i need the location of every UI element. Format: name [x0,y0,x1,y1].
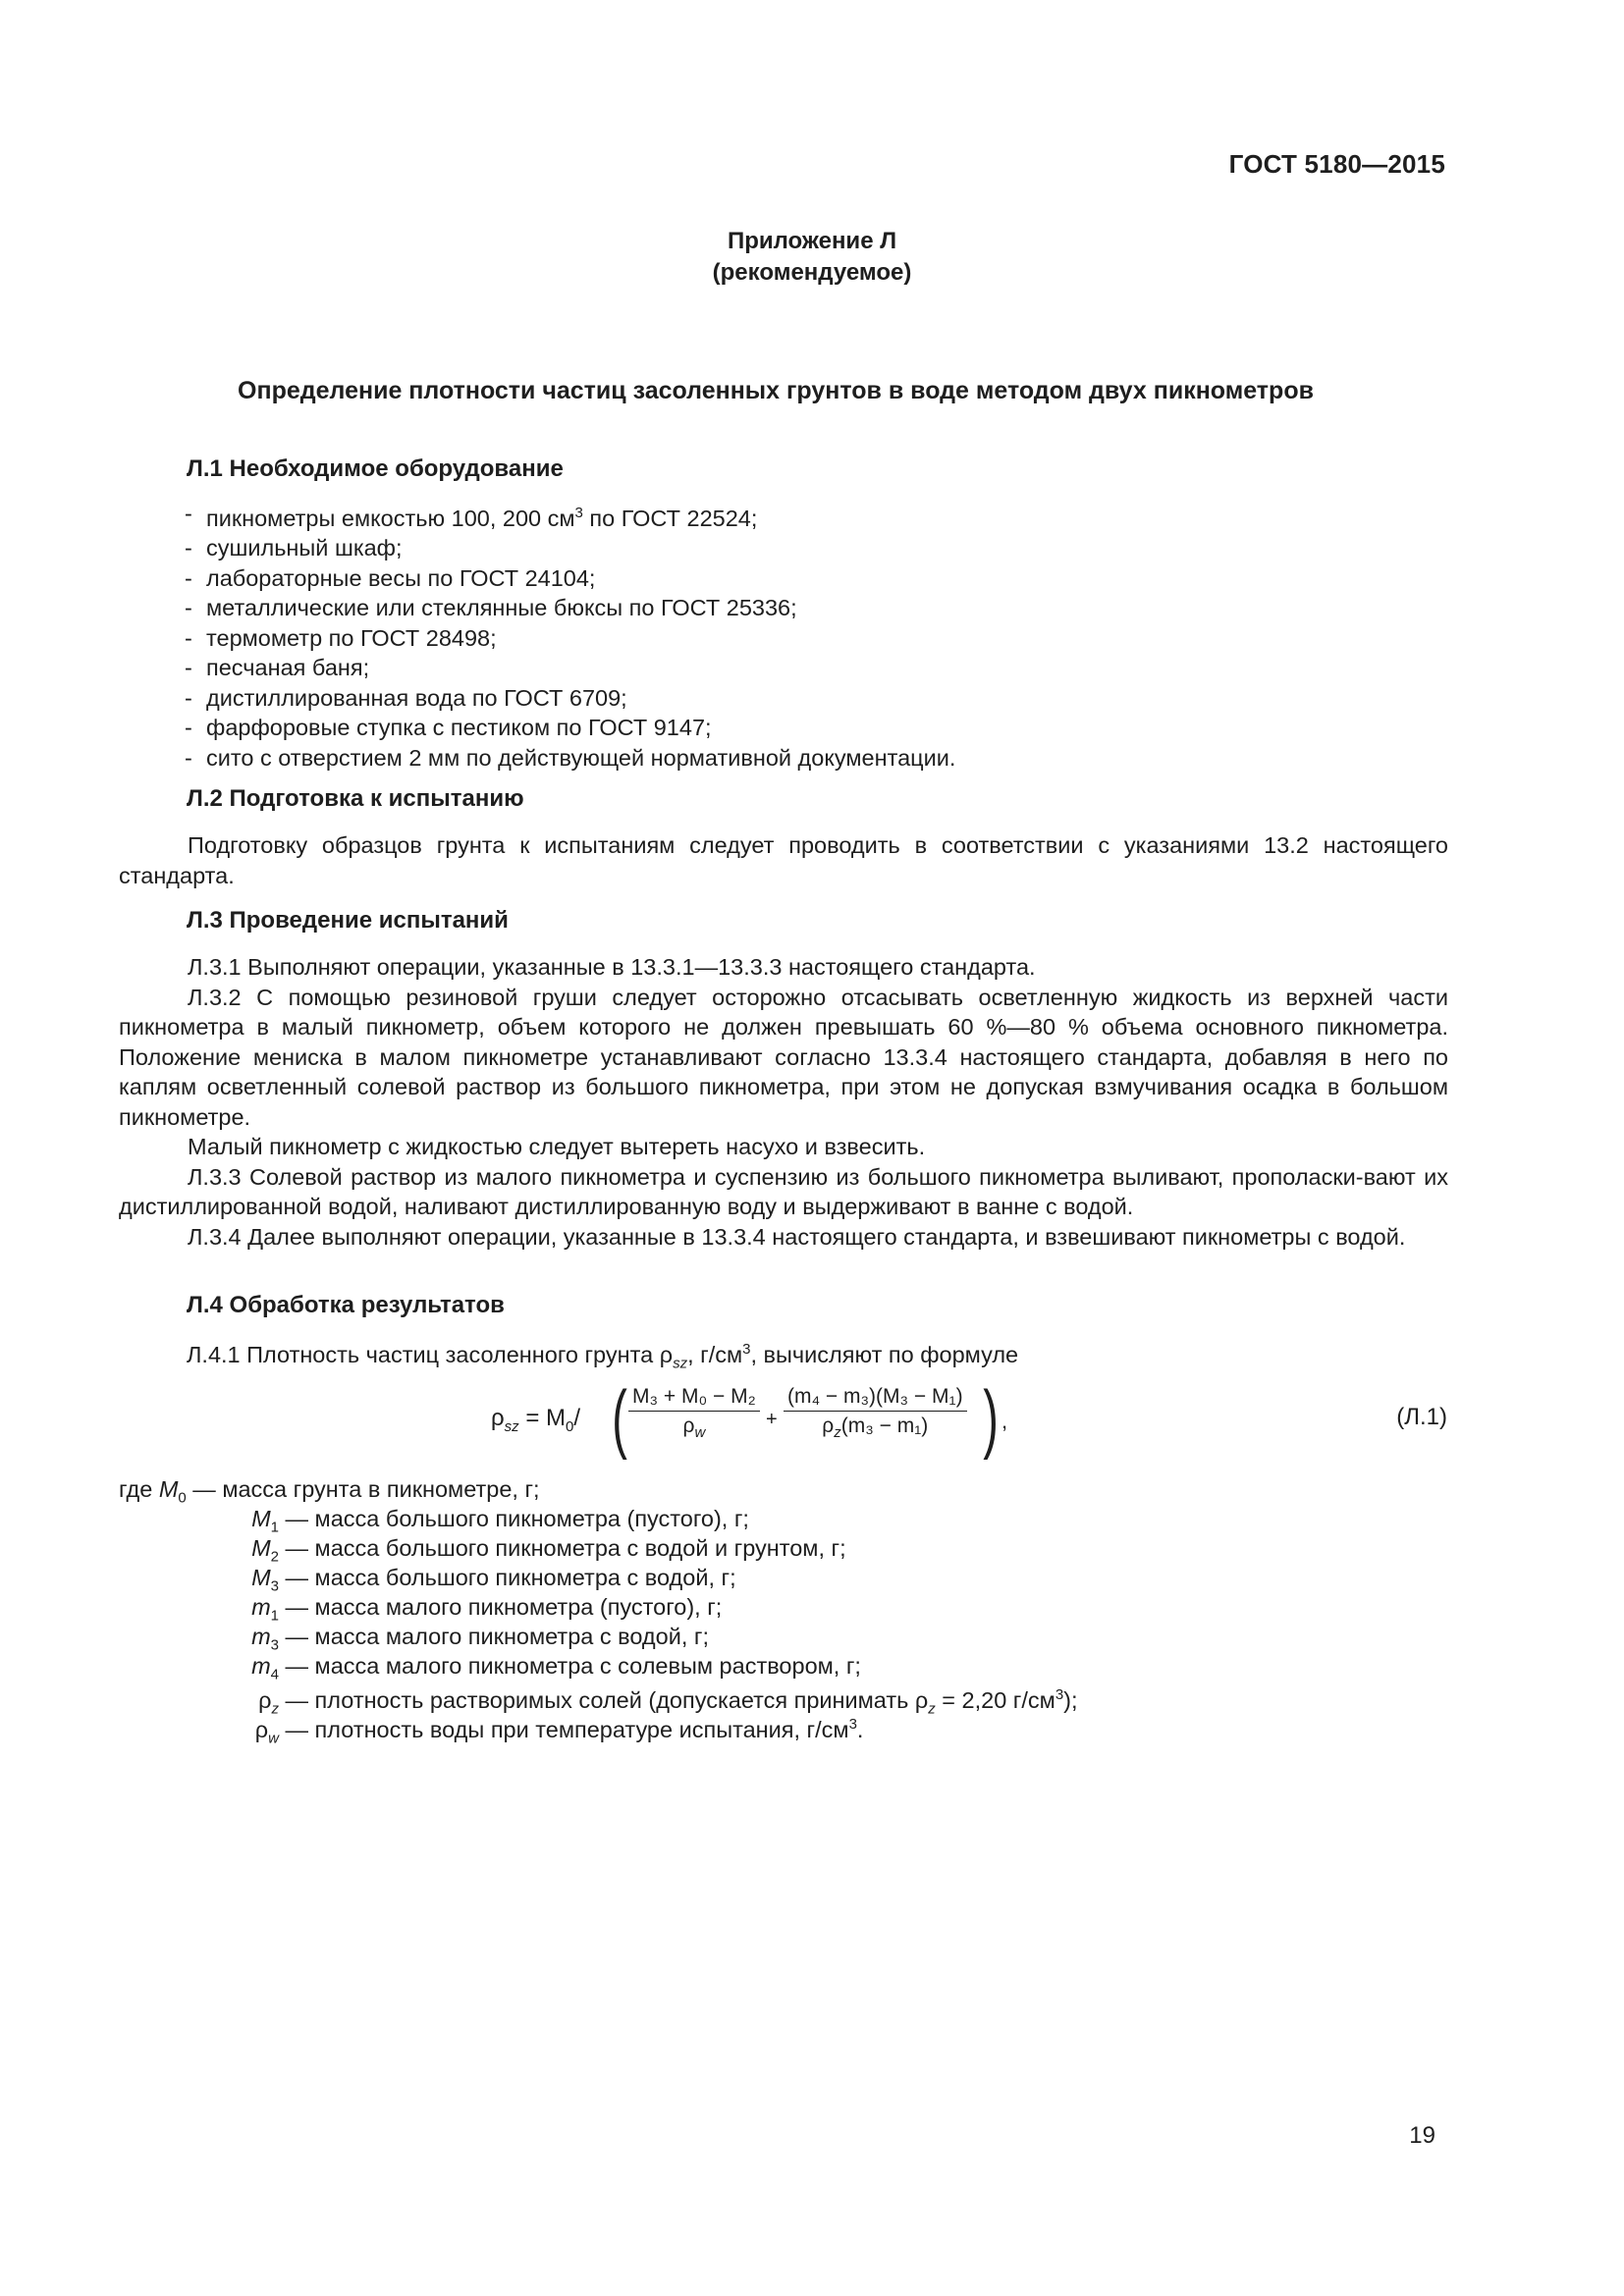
fraction-2-denominator [784,1412,967,1441]
section-1-heading: Л.1 Необходимое оборудование [187,455,564,482]
formula-rho-sub: sz [504,1417,519,1435]
formula-rho: ρ [491,1405,505,1431]
var-symbol: M [251,1535,271,1561]
paragraph-l31: Л.3.1 Выполняют операции, указанные в 13.3.1—13.3.3 настоящего стандарта. [188,954,1036,980]
section-2-heading: Л.2 Подготовка к испытанию [187,785,524,812]
var-symbol: M [251,1565,271,1590]
list-item: - дистиллированная вода по ГОСТ 6709; [185,683,955,714]
var-sub: 4 [270,1666,279,1683]
var-symbol: m [251,1624,271,1649]
formula-lhs [491,1405,580,1435]
var-desc-end: . [856,1716,864,1742]
appendix-heading [0,226,1624,289]
fraction-2-numerator: (m₄ − m₃)(M₃ − M₁) [784,1385,967,1412]
var-desc-sup: 3 [1055,1686,1064,1703]
paragraph-l32-cont: Малый пикнометр с жидкостью следует вытереть насухо и взвесить. [188,1134,926,1159]
frac1-rho-sub: w [694,1424,706,1442]
var-symbol: m [251,1594,271,1620]
var-desc-sup: 3 [848,1716,857,1733]
var-desc: — плотность растворимых солей (допускается принимать ρ [285,1686,929,1713]
plus-sign: + [766,1409,778,1430]
variable-row [119,1474,1078,1507]
appendix-status: (рекомендуемое) [712,259,912,286]
var-sub: w [268,1730,279,1747]
var-sub: 0 [178,1489,187,1507]
variable-row [119,1651,1078,1681]
list-item: - металлические или стеклянные бюксы по ГОСТ 25336; [185,593,955,623]
l41-tail: , вычисляют по формуле [750,1341,1019,1367]
var-desc: — масса малого пикнометра с солевым раствором, г; [285,1653,861,1679]
formula-number: (Л.1) [1396,1404,1447,1430]
variables-list [119,1474,1078,1747]
list-item: - фарфоровые ступка с пестиком по ГОСТ 9147; [185,713,955,743]
section-4-heading: Л.4 Обработка результатов [187,1292,505,1318]
formula-eq: = M [518,1405,566,1431]
dash-marker: - [185,564,192,591]
frac2-rho-sub: z [834,1424,841,1442]
unit-superscript: 3 [742,1341,751,1358]
var-desc-tail: = 2,20 г/см [935,1686,1056,1713]
section-2-paragraph: Подготовку образцов грунта к испытаниям следует проводить в соответствии с указаниями 13.2 настоящего стандарта. [119,832,1448,888]
formula-m0-sub: 0 [566,1417,574,1435]
var-desc: — масса грунта в пикнометре, г; [192,1476,540,1502]
appendix-label: Приложение Л [727,228,897,254]
var-desc: — масса большого пикнометра (пустого), г; [285,1506,749,1531]
var-desc-end: ); [1063,1686,1078,1713]
var-symbol: M [251,1506,271,1531]
right-paren: ) [983,1374,999,1461]
variable-row [119,1681,1078,1718]
formula-l1 [491,1374,1041,1461]
list-item: - сито с отверстием 2 мм по действующей нормативной документации. [185,743,955,774]
variable-row [119,1563,1078,1595]
variable-row [119,1622,1078,1654]
unit-text: , г/см [687,1341,743,1367]
var-sub: z [271,1700,279,1718]
var-sub: 1 [270,1607,279,1625]
dash-marker: - [185,501,192,526]
fraction-1-numerator: M₃ + M₀ − M₂ [628,1385,760,1412]
standard-code: ГОСТ 5180—2015 [1228,149,1445,179]
fraction-2 [784,1385,967,1441]
section-3-body [119,952,1448,1252]
l41-text: Л.4.1 Плотность частиц засоленного грунта [187,1341,660,1367]
var-sub: 2 [270,1548,279,1566]
var-desc: — масса малого пикнометра (пустого), г; [285,1594,723,1620]
left-paren: ( [612,1374,627,1461]
var-desc: — масса малого пикнометра с водой, г; [285,1624,709,1649]
list-item: - пикнометры емкостью 100, 200 $см^3$ по ГОСТ 22524; [185,501,758,531]
var-symbol: ρ [258,1686,272,1713]
rho-subscript: sz [673,1355,688,1372]
section-3-heading: Л.3 Проведение испытаний [187,907,509,934]
frac2-den-rest: (m₃ − m₁) [840,1415,929,1437]
var-symbol: ρ [254,1716,269,1742]
paragraph-l41 [187,1335,1018,1379]
dash-marker: - [185,715,192,741]
var-desc: — масса большого пикнометра с водой и грунтом, г; [285,1535,846,1561]
var-sub: 1 [270,1519,279,1536]
list-item: - песчаная баня; [185,653,955,683]
var-desc: — масса большого пикнометра с водой, г; [285,1565,736,1590]
dash-marker: - [185,535,192,561]
list-item: - сушильный шкаф; [185,533,955,563]
list-item: - термометр по ГОСТ 28498; [185,623,955,654]
equipment-list [185,499,955,773]
where-intro: где [119,1476,153,1502]
variable-row [119,1710,1078,1747]
var-desc-sub: z [928,1700,936,1718]
rho-symbol: ρ [659,1341,674,1367]
dash-marker: - [185,655,192,681]
frac2-rho: ρ [822,1415,835,1437]
frac1-rho: ρ [682,1415,695,1437]
paragraph-l34: Л.3.4 Далее выполняют операции, указанные в 13.3.4 настоящего стандарта, и взвешивают пикнометры с водой. [188,1223,1406,1250]
document-title: Определение плотности частиц засоленных грунтов в воде методом двух пикнометров [238,377,1314,404]
paragraph-l33: Л.3.3 Солевой раствор из малого пикнометра и суспензию из большого пикнометра выливают, прополаски-вают их дистиллированной водой, наливают дистиллированную воду и выдерживают в ванне с водой. [119,1163,1448,1219]
var-symbol: M [158,1476,179,1502]
formula-comma: , [1001,1409,1008,1433]
dash-marker: - [185,595,192,621]
var-symbol: m [251,1653,271,1679]
dash-marker: - [185,624,192,651]
variable-row [119,1504,1078,1536]
variable-row [119,1533,1078,1566]
var-sub: 3 [270,1577,279,1595]
formula-slash: / [573,1405,581,1431]
list-item: - лабораторные весы по ГОСТ 24104; [185,563,955,594]
dash-marker: - [185,684,192,711]
var-desc: — плотность воды при температуре испытания, г/см [285,1716,849,1742]
dash-marker: - [185,744,192,771]
paragraph-l32: Л.3.2 С помощью резиновой груши следует осторожно отсасывать осветленную жидкость из верхней части пикнометра в малый пикнометр, объем которого не должен превышать 60 %—80 % объема основного пикнометра. Положение мениска в малом пикнометре устанавливают согласно 13.3.4 настоящего стандарта, добавляя в него по каплям осветленный солевой раствор из большого пикнометра, при этом не допуская взмучивания осадка в большом пикнометре. [119,984,1448,1130]
fraction-1-denominator [628,1412,760,1441]
variable-row [119,1592,1078,1625]
fraction-1 [628,1385,760,1441]
var-sub: 3 [270,1636,279,1654]
page-number: 19 [1409,2122,1435,2149]
